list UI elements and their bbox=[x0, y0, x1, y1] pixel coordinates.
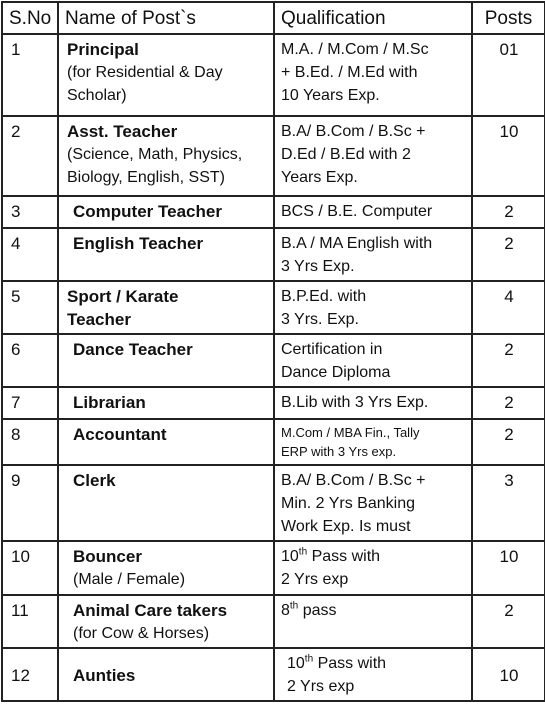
qualification-line: M.Com / MBA Fin., Tally bbox=[281, 425, 420, 440]
table-row bbox=[2, 34, 545, 116]
post-subtitle: (for Residential & Day bbox=[67, 64, 223, 81]
row-post-name bbox=[58, 387, 274, 419]
row-qualification bbox=[274, 419, 472, 465]
row-posts: 3 bbox=[472, 465, 545, 541]
post-title: Dance Teacher bbox=[73, 340, 193, 359]
post-subtitle: Biology, English, SST) bbox=[67, 169, 225, 186]
table-row bbox=[2, 228, 545, 281]
qualification-line: Certification in bbox=[281, 341, 383, 358]
row-post-name bbox=[58, 281, 274, 334]
row-sno: 7 bbox=[2, 387, 58, 419]
table-row bbox=[2, 648, 545, 701]
qualification-line: B.A / MA English with bbox=[281, 235, 433, 252]
table-row bbox=[2, 196, 545, 228]
post-title-line-2: Teacher bbox=[67, 310, 131, 329]
row-posts: 2 bbox=[472, 196, 545, 228]
qualification-line: B.P.Ed. with bbox=[281, 288, 367, 305]
row-sno: 2 bbox=[2, 116, 58, 196]
row-sno: 1 bbox=[2, 34, 58, 116]
row-sno: 11 bbox=[2, 595, 58, 648]
qualification-line: 2 Yrs exp bbox=[287, 678, 355, 695]
ordinal-suffix: th bbox=[289, 600, 299, 612]
table-row bbox=[2, 465, 545, 541]
row-post-name bbox=[58, 196, 274, 228]
vacancy-table bbox=[1, 1, 545, 702]
qualification-line bbox=[281, 599, 466, 622]
post-title: Bouncer bbox=[73, 547, 142, 566]
qualification-text: pass bbox=[298, 602, 337, 619]
row-post-name bbox=[58, 465, 274, 541]
qualification-line: 3 Yrs Exp. bbox=[281, 258, 355, 275]
qualification-line: M.A. / M.Com / M.Sc bbox=[281, 41, 429, 58]
row-posts: 10 bbox=[472, 541, 545, 595]
table-row bbox=[2, 334, 545, 387]
row-qualification bbox=[274, 387, 472, 419]
qualification-number: 10 bbox=[287, 655, 305, 672]
qualification-line: B.Lib with 3 Yrs Exp. bbox=[281, 394, 429, 411]
qualification-line: 10 Years Exp. bbox=[281, 87, 380, 104]
row-post-name bbox=[58, 116, 274, 196]
row-post-name bbox=[58, 648, 274, 701]
row-qualification bbox=[274, 334, 472, 387]
table-row bbox=[2, 541, 545, 595]
table-row bbox=[2, 419, 545, 465]
row-posts: 10 bbox=[472, 116, 545, 196]
table-row bbox=[2, 387, 545, 419]
row-qualification bbox=[274, 196, 472, 228]
post-title: Principal bbox=[67, 40, 139, 59]
row-posts: 2 bbox=[472, 387, 545, 419]
post-title: Clerk bbox=[73, 471, 116, 490]
row-post-name bbox=[58, 228, 274, 281]
post-title: Computer Teacher bbox=[73, 202, 222, 221]
row-post-name bbox=[58, 595, 274, 648]
row-sno: 12 bbox=[2, 648, 58, 701]
row-posts: 4 bbox=[472, 281, 545, 334]
header-row bbox=[2, 2, 545, 34]
qualification-line: Work Exp. Is must bbox=[281, 518, 411, 535]
row-sno: 4 bbox=[2, 228, 58, 281]
post-title: Sport / Karate bbox=[67, 287, 179, 306]
row-post-name bbox=[58, 419, 274, 465]
qualification-line: 2 Yrs exp bbox=[281, 571, 349, 588]
row-posts: 2 bbox=[472, 334, 545, 387]
row-qualification bbox=[274, 465, 472, 541]
qualification-line: ERP with 3 Yrs exp. bbox=[281, 444, 397, 459]
qualification-line: BCS / B.E. Computer bbox=[281, 203, 433, 220]
row-sno: 9 bbox=[2, 465, 58, 541]
row-qualification bbox=[274, 34, 472, 116]
qualification-line: Min. 2 Yrs Banking bbox=[281, 495, 415, 512]
row-sno: 6 bbox=[2, 334, 58, 387]
header-sno: S.No bbox=[2, 2, 58, 34]
post-title: Accountant bbox=[73, 425, 167, 444]
row-sno: 8 bbox=[2, 419, 58, 465]
post-subtitle: Scholar) bbox=[67, 87, 127, 104]
row-posts: 10 bbox=[472, 648, 545, 701]
row-qualification bbox=[274, 595, 472, 648]
post-title: Asst. Teacher bbox=[67, 122, 178, 141]
row-qualification bbox=[274, 116, 472, 196]
row-post-name bbox=[58, 541, 274, 595]
qualification-text: Pass with bbox=[313, 655, 387, 672]
table-row bbox=[2, 281, 545, 334]
row-posts: 2 bbox=[472, 228, 545, 281]
row-posts: 01 bbox=[472, 34, 545, 116]
row-qualification bbox=[274, 228, 472, 281]
ordinal-suffix: th bbox=[304, 653, 314, 665]
qualification-line: + B.Ed. / M.Ed with bbox=[281, 64, 418, 81]
qualification-line bbox=[281, 545, 466, 568]
row-sno: 3 bbox=[2, 196, 58, 228]
qualification-line bbox=[287, 652, 466, 675]
post-title: Animal Care takers bbox=[73, 601, 228, 620]
qualification-number: 8 bbox=[281, 602, 290, 619]
table-row bbox=[2, 116, 545, 196]
row-qualification bbox=[274, 281, 472, 334]
post-subtitle: (for Cow & Horses) bbox=[73, 625, 210, 642]
qualification-line: Years Exp. bbox=[281, 169, 358, 186]
row-posts: 2 bbox=[472, 595, 545, 648]
row-sno: 5 bbox=[2, 281, 58, 334]
qualification-line: Dance Diploma bbox=[281, 364, 391, 381]
post-title: Librarian bbox=[73, 393, 146, 412]
row-qualification bbox=[274, 648, 472, 701]
ordinal-suffix: th bbox=[298, 546, 308, 558]
row-sno: 10 bbox=[2, 541, 58, 595]
table-row bbox=[2, 595, 545, 648]
qualification-line: B.A/ B.Com / B.Sc + bbox=[281, 472, 426, 489]
header-qualification: Qualification bbox=[274, 2, 472, 34]
qualification-line: 3 Yrs. Exp. bbox=[281, 311, 359, 328]
qualification-text: Pass with bbox=[307, 548, 381, 565]
row-qualification bbox=[274, 541, 472, 595]
post-subtitle: (Science, Math, Physics, bbox=[67, 146, 243, 163]
post-title: Aunties bbox=[73, 665, 136, 685]
header-posts: Posts bbox=[472, 2, 545, 34]
post-subtitle: (Male / Female) bbox=[73, 571, 186, 588]
qualification-line: D.Ed / B.Ed with 2 bbox=[281, 146, 411, 163]
row-post-name bbox=[58, 34, 274, 116]
row-post-name bbox=[58, 334, 274, 387]
row-posts: 2 bbox=[472, 419, 545, 465]
post-title: English Teacher bbox=[73, 234, 204, 253]
header-name: Name of Post`s bbox=[58, 2, 274, 34]
qualification-line: B.A/ B.Com / B.Sc + bbox=[281, 123, 426, 140]
qualification-number: 10 bbox=[281, 548, 299, 565]
